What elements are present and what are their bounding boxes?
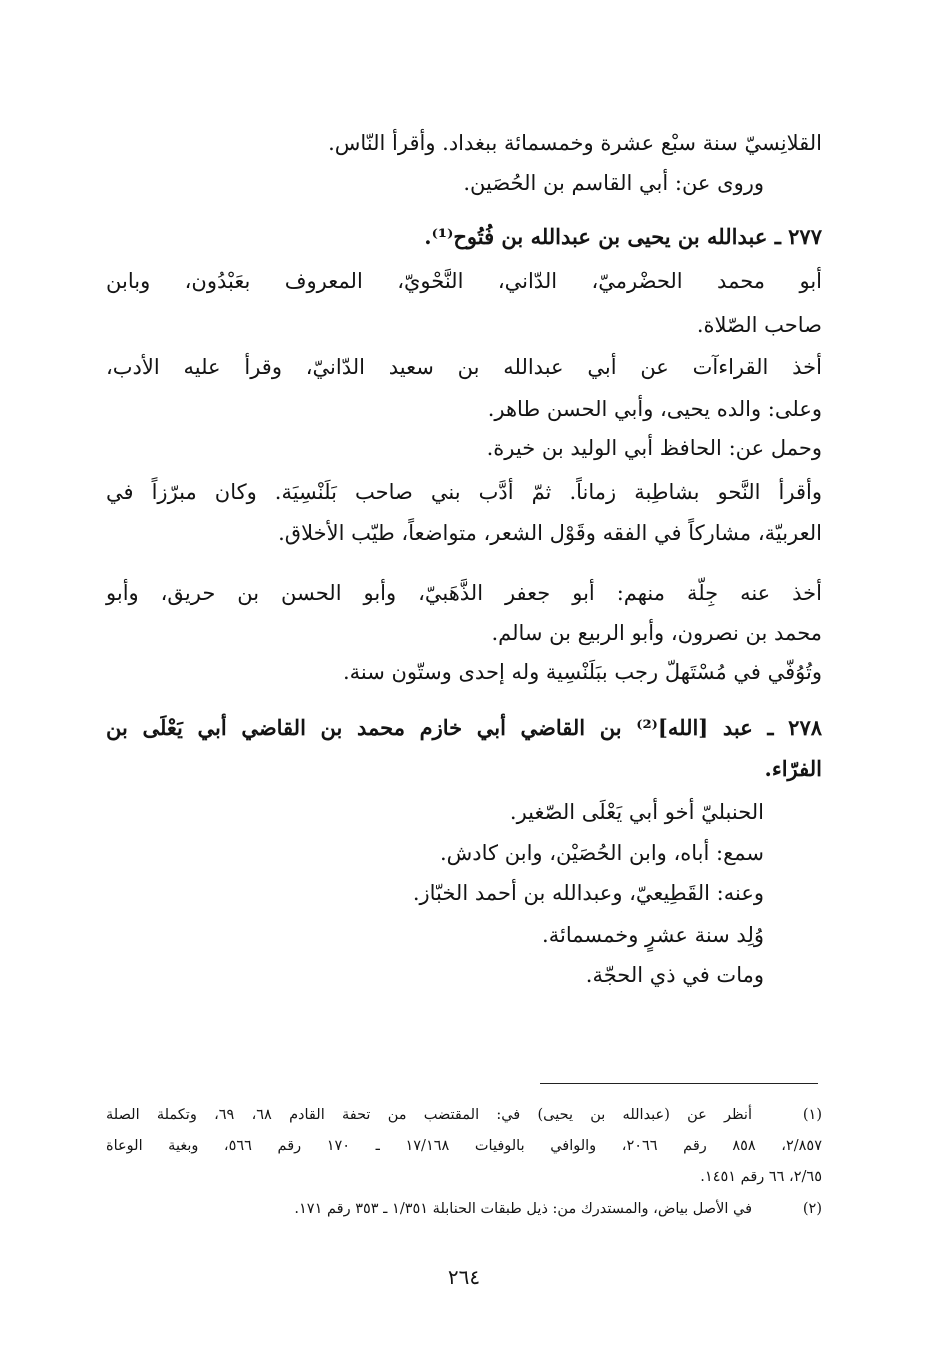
text-line: صاحب الصّلاة. [696,313,822,337]
text-line: وُلِد سنة عشرٍ وخمسمائة. [542,923,764,947]
footnote-number: (١) [802,1107,822,1123]
text-line: وأقرأ النَّحو بشاطِبة زماناً. ثمّ أدَّب بني صاحب بَلَنْسِيَة. وكان مبرّزاً في [106,480,822,504]
footnote-text: في الأصل بياض، والمستدرك من: ذيل طبقات الحنابلة ١/٣٥١ ـ ٣٥٣ رقم ١٧١. [294,1201,752,1217]
text-line: ومات في ذي الحجّة. [585,963,764,987]
text-line: أخذ القراءآت عن أبي عبدالله بن سعيد الدّانيّ، وقرأ عليه الأدب، [106,355,822,379]
text-line: سمع: أباه، وابن الحُصَيْن، وابن كادش. [440,841,764,865]
entry-heading-277: ٢٧٧ ـ عبدالله بن يحيى بن عبدالله بن فُتُوح⁽¹⁾. [424,224,822,249]
text-line: وعنه: القَطِيعيّ، وعبدالله بن أحمد الخبّاز. [412,881,764,905]
text-line: وتُوُفّي في مُسْتَهلّ رجب ببَلَنْسِية وله إحدى وستّون سنة. [342,660,822,684]
footnote-text: ٢/٦٥، ٦٦ رقم ١٤٥١. [700,1169,822,1185]
footnote-number: (٢) [802,1201,822,1217]
entry-heading-278-cont: الفرّاء. [764,756,822,781]
footnote-text: أنظر عن (عبدالله بن يحيى) في: المقتضب من تحفة القادم ٦٨، ٦٩، وتكملة الصلة [106,1107,752,1123]
page-number: ٢٦٤ [447,1265,481,1289]
text-line: الحنبليّ أخو أبي يَعْلَى الصّغير. [509,800,764,824]
text-line: أخذ عنه جِلّة منهم: أبو جعفر الذَّهَبيّ، وأبو الحسن بن حريق، وأبو [106,581,822,605]
text-line: القلانِسيّ سنة سبْع عشرة وخمسمائة ببغداد. وأقرأ النّاس. [328,131,822,155]
footnote-separator [540,1083,818,1084]
text-line: محمد بن نصرون، وأبو الربيع بن سالم. [491,621,822,645]
text-line: وعلى: والده يحيى، وأبي الحسن طاهر. [487,397,822,421]
entry-heading-278: ٢٧٨ ـ عبد [الله]⁽²⁾ بن القاضي أبي خازم محمد بن القاضي أبي يَعْلَى بن [106,715,823,740]
text-line: وروى عن: أبي القاسم بن الحُصَين. [463,171,764,195]
text-line: أبو محمد الحضْرميّ، الدّاني، النَّحْويّ، المعروف بعَبْدُون، وبابن [106,269,822,293]
footnote-text: ٢/٨٥٧، ٨٥٨ رقم ٢٠٦٦، والوافي بالوفيات ١٧/١٦٨ ـ ١٧٠ رقم ٥٦٦، وبغية الوعاة [106,1138,822,1154]
text-line: وحمل عن: الحافظ أبي الوليد بن خيرة. [486,436,822,460]
text-line: العربيّة، مشاركاً في الفقه وقَوْل الشعر، متواضعاً، طيّب الأخلاق. [278,521,822,545]
